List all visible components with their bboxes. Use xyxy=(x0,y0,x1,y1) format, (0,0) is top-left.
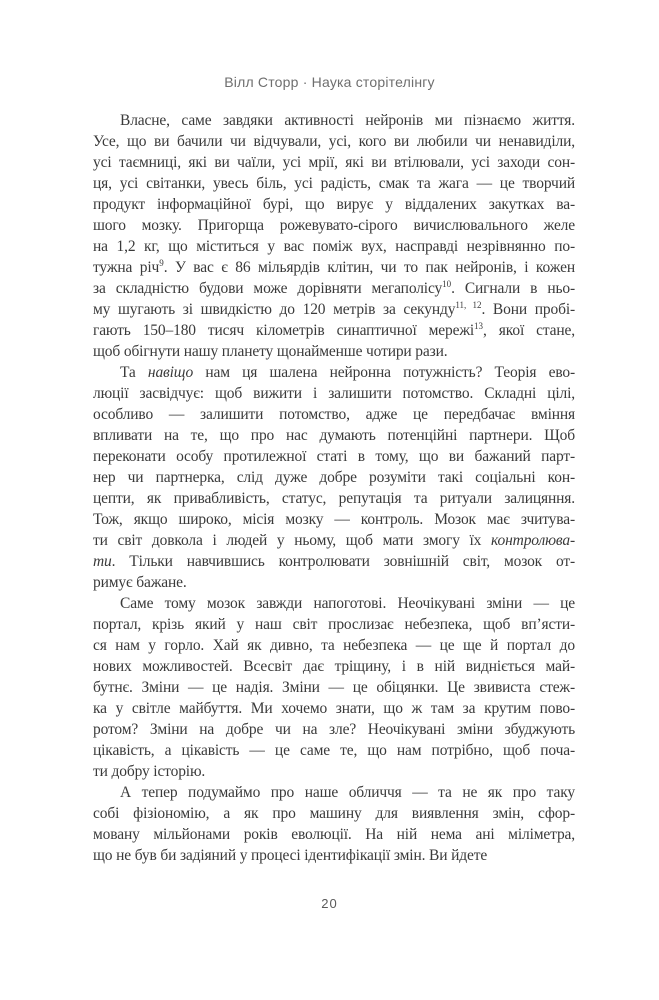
text-line xyxy=(93,446,575,467)
text-line xyxy=(93,593,575,614)
text-run: А тепер подумаймо про наше обличчя — та не як про таку xyxy=(120,784,575,801)
footnote-reference: 10 xyxy=(442,278,452,289)
text-run: особливо — залишити потомство, адже це передбачає вміння xyxy=(93,406,575,423)
text-run: Саме тому мозок завжди напоготові. Неочікувані зміни — це xyxy=(120,595,575,612)
text-run: Усе, що ви бачили чи відчували, усі, кого ви любили чи ненавиділи, xyxy=(93,133,575,150)
text-run: ся нам у горло. Хай як дивно, та небезпека — це ще й портал до xyxy=(93,637,575,654)
text-run: му шугають зі швидкістю до 120 метрів за секунду xyxy=(93,301,456,318)
text-run: усі таємниці, які ви чаїли, усі мрії, які ви втілювали, усі заходи сон- xyxy=(93,154,575,171)
text-run: ти добру історію. xyxy=(93,763,206,780)
text-run: навіщо xyxy=(147,364,194,381)
text-line xyxy=(93,677,575,698)
text-line xyxy=(93,404,575,425)
text-line xyxy=(93,782,575,803)
text-run: ти xyxy=(93,553,112,570)
text-run: контролюва- xyxy=(491,532,575,549)
text-run: ти світ довкола і людей у ньому, щоб мати змогу їх xyxy=(93,532,492,549)
text-run: бутнє. Зміни — це надія. Зміни — це обіцянки. Це звивиста стеж- xyxy=(93,679,575,696)
text-line xyxy=(93,551,575,572)
text-line xyxy=(93,278,575,299)
paragraph xyxy=(93,782,575,866)
text-run: . У вас є 86 мільярдів клітин, чи то пак нейронів, і кожен xyxy=(163,259,575,276)
paragraph xyxy=(93,362,575,593)
text-line xyxy=(93,173,575,194)
text-line xyxy=(93,656,575,677)
text-line xyxy=(93,824,575,845)
text-run: ка у світле майбуття. Ми хочемо знати, що ж там за крутим пово- xyxy=(93,700,575,717)
text-run: щоб обігнути нашу планету щонайменше чотири рази. xyxy=(93,343,448,360)
text-run: цікавість, а цікавість — це саме те, що нам потрібно, щоб поча- xyxy=(93,742,575,759)
text-line xyxy=(93,194,575,215)
text-line xyxy=(93,362,575,383)
text-run: нових можливостей. Всесвіт дає тріщину, і в ній видніється май- xyxy=(93,658,575,675)
text-line xyxy=(93,761,575,782)
text-run: . Вони пробі- xyxy=(481,301,575,318)
text-run: продукт інформаційної бурі, що вирує у віддалених закутках ва- xyxy=(93,196,575,213)
text-line xyxy=(93,131,575,152)
text-run: собі фізіономію, а як про машину для виявлення змін, сфор- xyxy=(93,805,575,822)
text-run: тужна річ xyxy=(93,259,160,276)
text-run: . Сигнали в ньо- xyxy=(451,280,575,297)
paragraph xyxy=(93,593,575,782)
text-run: , якої стане, xyxy=(483,322,575,339)
text-run: шого мозку. Пригорща рожевувато-сірого вичислювального желе xyxy=(93,217,575,234)
text-line xyxy=(93,257,575,278)
text-line xyxy=(93,845,575,866)
text-line xyxy=(93,488,575,509)
text-line xyxy=(93,530,575,551)
footnote-reference: 9 xyxy=(159,257,164,268)
text-run: ця, усі світанки, увесь біль, усі радість, смак та жага — це творчий xyxy=(93,175,575,192)
text-line xyxy=(93,236,575,257)
text-line xyxy=(93,425,575,446)
text-run: ротом? Зміни на добре чи на зле? Неочікувані зміни збуджують xyxy=(93,721,575,738)
text-line xyxy=(93,572,575,593)
text-run: Тож, якщо широко, місія мозку — контроль. Мозок має зчитува- xyxy=(93,511,575,528)
text-line xyxy=(93,152,575,173)
text-run: гають 150–180 тисяч кілометрів синаптичної мережі xyxy=(93,322,475,339)
text-run: цепти, як привабливість, статус, репутація та ритуали залицяння. xyxy=(93,490,575,507)
text-run: римує бажане. xyxy=(93,574,187,591)
footnote-reference: 11, 12 xyxy=(455,299,482,310)
text-line xyxy=(93,341,575,362)
paragraph xyxy=(93,110,575,362)
text-line xyxy=(93,110,575,131)
text-run: . Тільки навчившись контролювати зовнішній світ, мозок от- xyxy=(111,553,575,570)
page-number: 20 xyxy=(321,896,338,911)
text-line xyxy=(93,215,575,236)
text-line xyxy=(93,635,575,656)
text-line xyxy=(93,320,575,341)
text-line xyxy=(93,803,575,824)
text-line xyxy=(93,719,575,740)
text-line xyxy=(93,614,575,635)
text-line xyxy=(93,509,575,530)
text-run: нам ця шалена нейронна потужність? Теорія ево- xyxy=(193,364,575,381)
text-run: портал, крізь який у наш світ прослизає небезпека, щоб вп’ясти- xyxy=(93,616,575,633)
text-run: мовану мільйонами років еволюції. На ній нема ані міліметра, xyxy=(93,826,575,843)
footnote-reference: 13 xyxy=(474,320,484,331)
text-run: Та xyxy=(120,364,148,381)
text-line xyxy=(93,467,575,488)
text-run: переконати особу протилежної статі в тому, що ви бажаний парт- xyxy=(93,448,575,465)
text-run: що не був би задіяний у процесі ідентифікації змін. Ви йдете xyxy=(93,847,488,864)
text-run: впливати на те, що про нас думають потенційні партнери. Щоб xyxy=(93,427,575,444)
text-run: Власне, саме завдяки активності нейронів ми пізнаємо життя. xyxy=(120,112,575,129)
text-run: люції засвідчує: щоб вижити і залишити потомство. Складні цілі, xyxy=(93,385,575,402)
running-header: Вілл Сторр · Наука сторітелінгу xyxy=(224,74,435,90)
text-block xyxy=(93,110,575,866)
text-line xyxy=(93,299,575,320)
text-run: за складністю будови може дорівняти мегаполісу xyxy=(93,280,443,297)
text-line xyxy=(93,740,575,761)
text-run: на 1,2 кг, що міститься у вас поміж вух, насправді незрівнянно по- xyxy=(93,238,575,255)
text-run: нер чи партнерка, слід дуже добре розуміти такі соціальні кон- xyxy=(93,469,575,486)
text-line xyxy=(93,698,575,719)
text-line xyxy=(93,383,575,404)
